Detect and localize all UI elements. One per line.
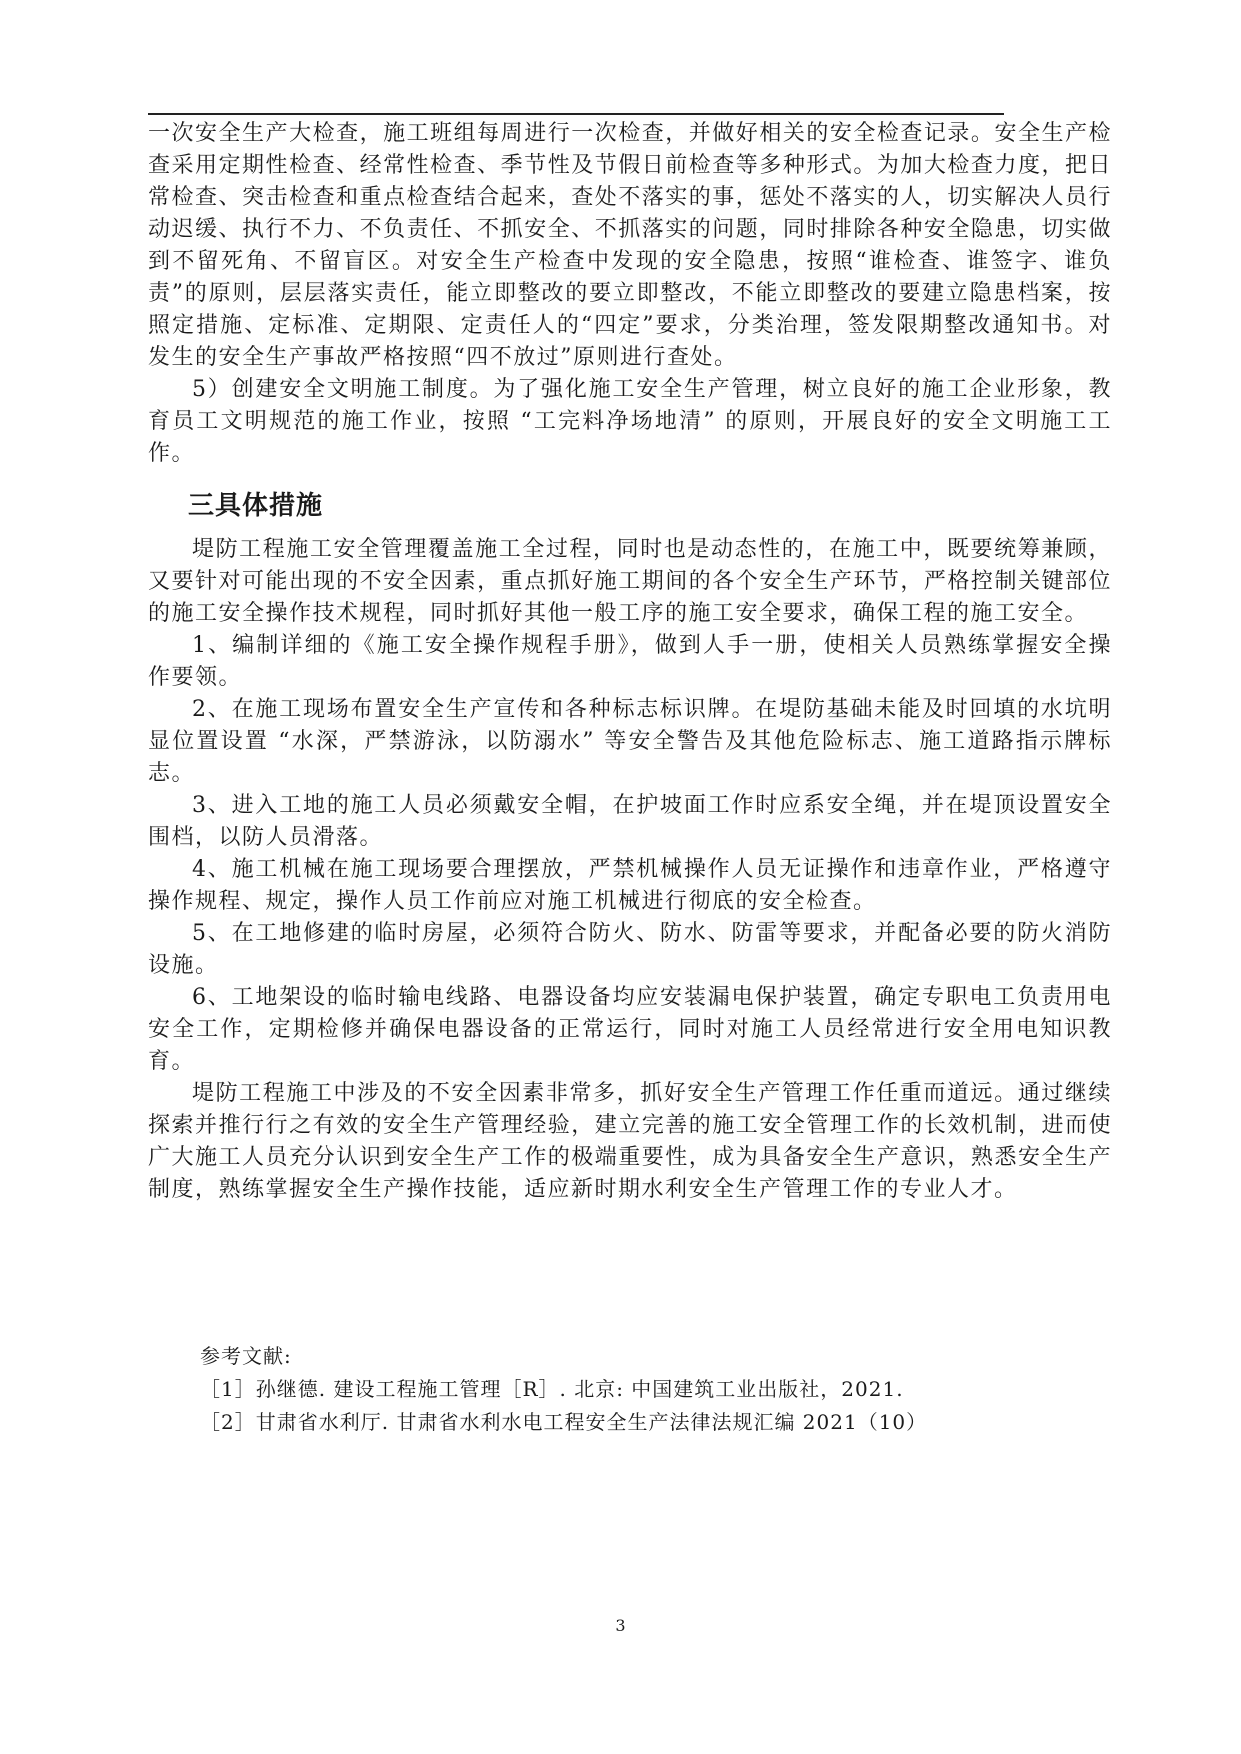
paragraph-measure-2: 2、在施工现场布置安全生产宣传和各种标志标识牌。在堤防基础未能及时回填的水坑明显位置设置 “水深，严禁游泳，以防溺水” 等安全警告及其他危险标志、施工道路指示牌标志。 [148, 697, 1112, 786]
paragraph-continued: 一次安全生产大检查，施工班组每周进行一次检查，并做好相关的安全检查记录。安全生产检查采用定期性检查、经常性检查、季节性及节假日前检查等多种形式。为加大检查力度，把日常检查、突击检查和重点检查结合起来，查处不落实的事，惩处不落实的人，切实解决人员行动迟缓、执行不力、不负责任、不抓安全、不抓落实的问题，同时排除各种安全隐患，切实做到不留死角、不留盲区。对安全生产检查中发现的安全隐患，按照“谁检查、谁签字、谁负责”的原则，层层落实责任，能立即整改的要立即整改，不能立即整改的要建立隐患档案，按照定措施、定标准、定期限、定责任人的“四定”要求，分类治理，签发限期整改通知书。对发生的安全生产事故严格按照“四不放过”原则进行查处。 [148, 121, 1113, 370]
paragraph-item-5: 5）创建安全文明施工制度。为了强化施工安全生产管理，树立良好的施工企业形象，教育员工文明规范的施工作业，按照 “工完料净场地清” 的原则，开展良好的安全文明施工工作。 [148, 377, 1112, 466]
document-body [148, 118, 1112, 1206]
paragraph-conclusion: 堤防工程施工中涉及的不安全因素非常多，抓好安全生产管理工作任重而道远。通过继续探索并推行行之有效的安全生产管理经验，建立完善的施工安全管理工作的长效机制，进而使广大施工人员充分认识到安全生产工作的极端重要性，成为具备安全生产意识，熟悉安全生产制度，熟练掌握安全生产操作技能，适应新时期水利安全生产管理工作的专业人才。 [148, 1081, 1112, 1202]
paragraph-intro: 堤防工程施工安全管理覆盖施工全过程，同时也是动态性的，在施工中，既要统筹兼顾，又要针对可能出现的不安全因素，重点抓好施工期间的各个安全生产环节，严格控制关键部位的施工安全操作技术规程，同时抓好其他一般工序的施工安全要求，确保工程的施工安全。 [148, 537, 1112, 626]
paragraph-measure-5: 5、在工地修建的临时房屋，必须符合防火、防水、防雷等要求，并配备必要的防火消防设施。 [148, 921, 1112, 978]
reference-item: ［2］甘肃省水利厅. 甘肃省水利水电工程安全生产法律法规汇编 2021（10） [200, 1410, 928, 1434]
header-rule [148, 113, 1004, 115]
paragraph-measure-4: 4、施工机械在施工现场要合理摆放，严禁机械操作人员无证操作和违章作业，严格遵守操作规程、规定，操作人员工作前应对施工机械进行彻底的安全检查。 [148, 857, 1112, 914]
paragraph-measure-1: 1、编制详细的《施工安全操作规程手册》，做到人手一册，使相关人员熟练掌握安全操作要领。 [148, 633, 1112, 690]
paragraph-measure-3: 3、进入工地的施工人员必须戴安全帽，在护坡面工作时应系安全绳，并在堤顶设置安全围档，以防人员滑落。 [148, 793, 1112, 850]
references-title: 参考文献: [200, 1344, 292, 1368]
page-number: 3 [615, 1616, 626, 1635]
references [200, 1340, 1100, 1439]
paragraph-measure-6: 6、工地架设的临时输电线路、电器设备均应安装漏电保护装置，确定专职电工负责用电安全工作，定期检修并确保电器设备的正常运行，同时对施工人员经常进行安全用电知识教育。 [148, 985, 1112, 1074]
reference-item: ［1］孙继德. 建设工程施工管理［R］. 北京: 中国建筑工业出版社，2021. [200, 1377, 904, 1401]
section-heading: 三具体措施 [188, 491, 324, 521]
